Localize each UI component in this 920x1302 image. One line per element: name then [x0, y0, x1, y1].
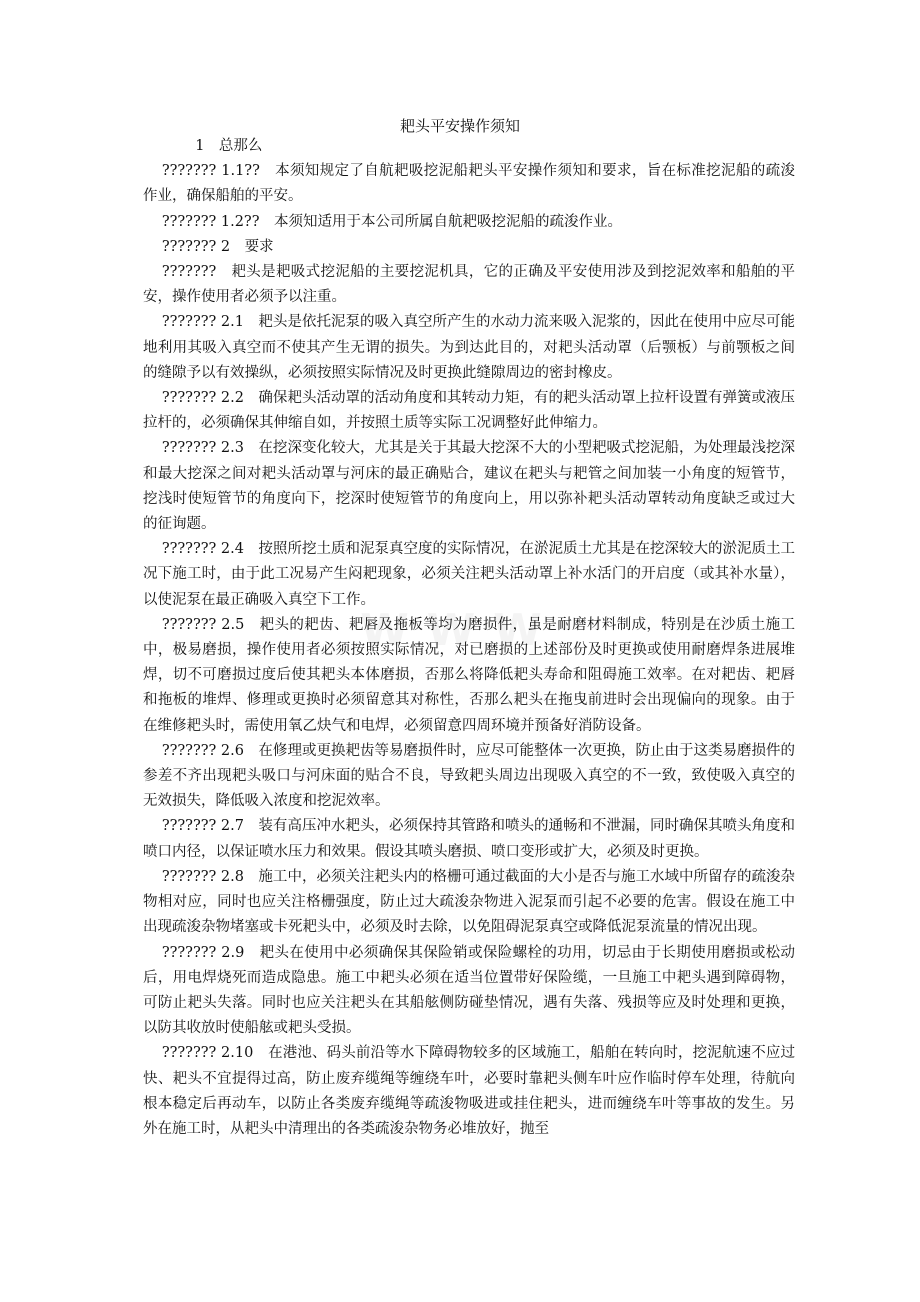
paragraph: ??????? 2.6 在修理或更换耙齿等易磨损件时，应尽可能整体一次更换，防止由于这类易磨损件的参差不齐出现耙头吸口与河床面的贴合不良，导致耙头周边出现吸入真空的不一致，致使吸入真空的无效损失，降低吸入浓度和挖泥效率。: [143, 742, 795, 810]
paragraph: ??????? 2.10 在港池、码头前沿等水下障碍物较多的区域施工，船舶在转向时，挖泥航速不应过快、耙头不宜提得过高，防止废弃缆绳等缠绕车叶，必要时靠耙头侧车叶应作临时停车处理，待航向根本稳定后再动车，以防止各类废弃缆绳等疏浚物吸进或挂住耙头，进而缠绕车叶等事故的发生。另外在施工时，从耙头中清理出的各类疏浚杂物务必堆放好，抛至: [143, 1045, 795, 1137]
paragraph: ??????? 2.5 耙头的耙齿、耙唇及拖板等均为磨损件，虽是耐磨材料制成，特别是在沙质土施工中，极易磨损，操作使用者必须按照实际情况，对已磨损的上述部份及时更换或使用耐磨焊条进展堆焊，切不可磨损过度后使其耙头本体磨损，否那么将降低耙头寿命和阻碍施工效率。在对耙齿、耙唇和拖板的堆焊、修理或更换时必须留意其对称性，否那么耙头在拖曳前进时会出现偏向的现象。由于在维修耙头时，需使用氧乙炔气和电焊，必须留意四周环境并预备好消防设备。: [143, 616, 795, 734]
paragraph: ??????? 2.1 耙头是依托泥泵的吸入真空所产生的水动力流来吸入泥浆的，因此在使用中应尽可能地利用其吸入真空而不使其产生无谓的损失。为到达此目的，对耙头活动罩（后颚板）与前颚板之间的缝隙予以有效操纵，必须按照实际情况及时更换此缝隙周边的密封橡皮。: [143, 314, 795, 381]
paragraph: ??????? 2.4 按照所挖土质和泥泵真空度的实际情况，在淤泥质土尤其是在挖深较大的淤泥质土工况下施工时，由于此工况易产生闷耙现象，必须关注耙头活动罩上补水活门的开启度（或其补水量），以使泥泵在最正确吸入真空下工作。: [143, 541, 795, 608]
paragraph: ??????? 耙头是耙吸式挖泥船的主要挖泥机具，它的正确及平安使用涉及到挖泥效率和船舶的平安，操作使用者必须予以注重。: [143, 264, 795, 306]
paragraph: ??????? 2.2 确保耙头活动罩的活动角度和其转动力矩，有的耙头活动罩上拉杆设置有弹簧或液压拉杆的，必须确保其伸缩自如，并按照土质等实际工况调整好此伸缩力。: [143, 390, 795, 432]
paragraph: ??????? 2 要求: [161, 238, 274, 255]
paragraph: ??????? 2.7 装有高压冲水耙头，必须保持其管路和喷头的通畅和不泄漏，同时确保其喷头角度和喷口内径，以保证喷水压力和效果。假设其喷头磨损、喷口变形或扩大，必须及时更换。: [143, 818, 795, 860]
document-title: 耙头平安操作须知: [399, 117, 520, 135]
paragraph: ??????? 1.1?? 本须知规定了自航耙吸挖泥船耙头平安操作须知和要求，旨在标准挖泥船的疏浚作业，确保船舶的平安。: [143, 163, 795, 205]
paragraph: ??????? 2.3 在挖深变化较大，尤其是关于其最大挖深不大的小型耙吸式挖泥船，为处理最浅挖深和最大挖深之间对耙头活动罩与河床的最正确贴合，建议在耙头与耙管之间加装一小角度的短管节，挖浅时使短管节的角度向下，挖深时使短管节的角度向上，用以弥补耙头活动罩转动角度缺乏或过大的征询题。: [143, 440, 795, 533]
section-heading: 1 总那么: [195, 138, 263, 154]
paragraph: ??????? 2.8 施工中，必须关注耙头内的格栅可通过截面的大小是否与施工水域中所留存的疏浚杂物相对应，同时也应关注格栅强度，防止过大疏浚杂物进入泥泵而引起不必要的危害。假设在施工中出现疏浚杂物堵塞或卡死耙头中，必须及时去除，以免阻碍泥泵真空或降低泥泵流量的情况出现。: [143, 868, 795, 936]
paragraph: ??????? 2.9 耙头在使用中必须确保其保险销或保险螺栓的功用，切忌由于长期使用磨损或松动后，用电焊烧死而造成隐患。施工中耙头必须在适当位置带好保险缆，一旦施工中耙头遇到障碍物，可防止耙头失落。同时也应关注耙头在其船舷侧防碰垫情况，遇有失落、残损等应及时处理和更换，以防其收放时使船舷或耙头受损。: [143, 944, 795, 1037]
paragraph: ??????? 1.2?? 本须知适用于本公司所属自航耙吸挖泥船的疏浚作业。: [161, 213, 622, 230]
document-body: [143, 134, 795, 1142]
